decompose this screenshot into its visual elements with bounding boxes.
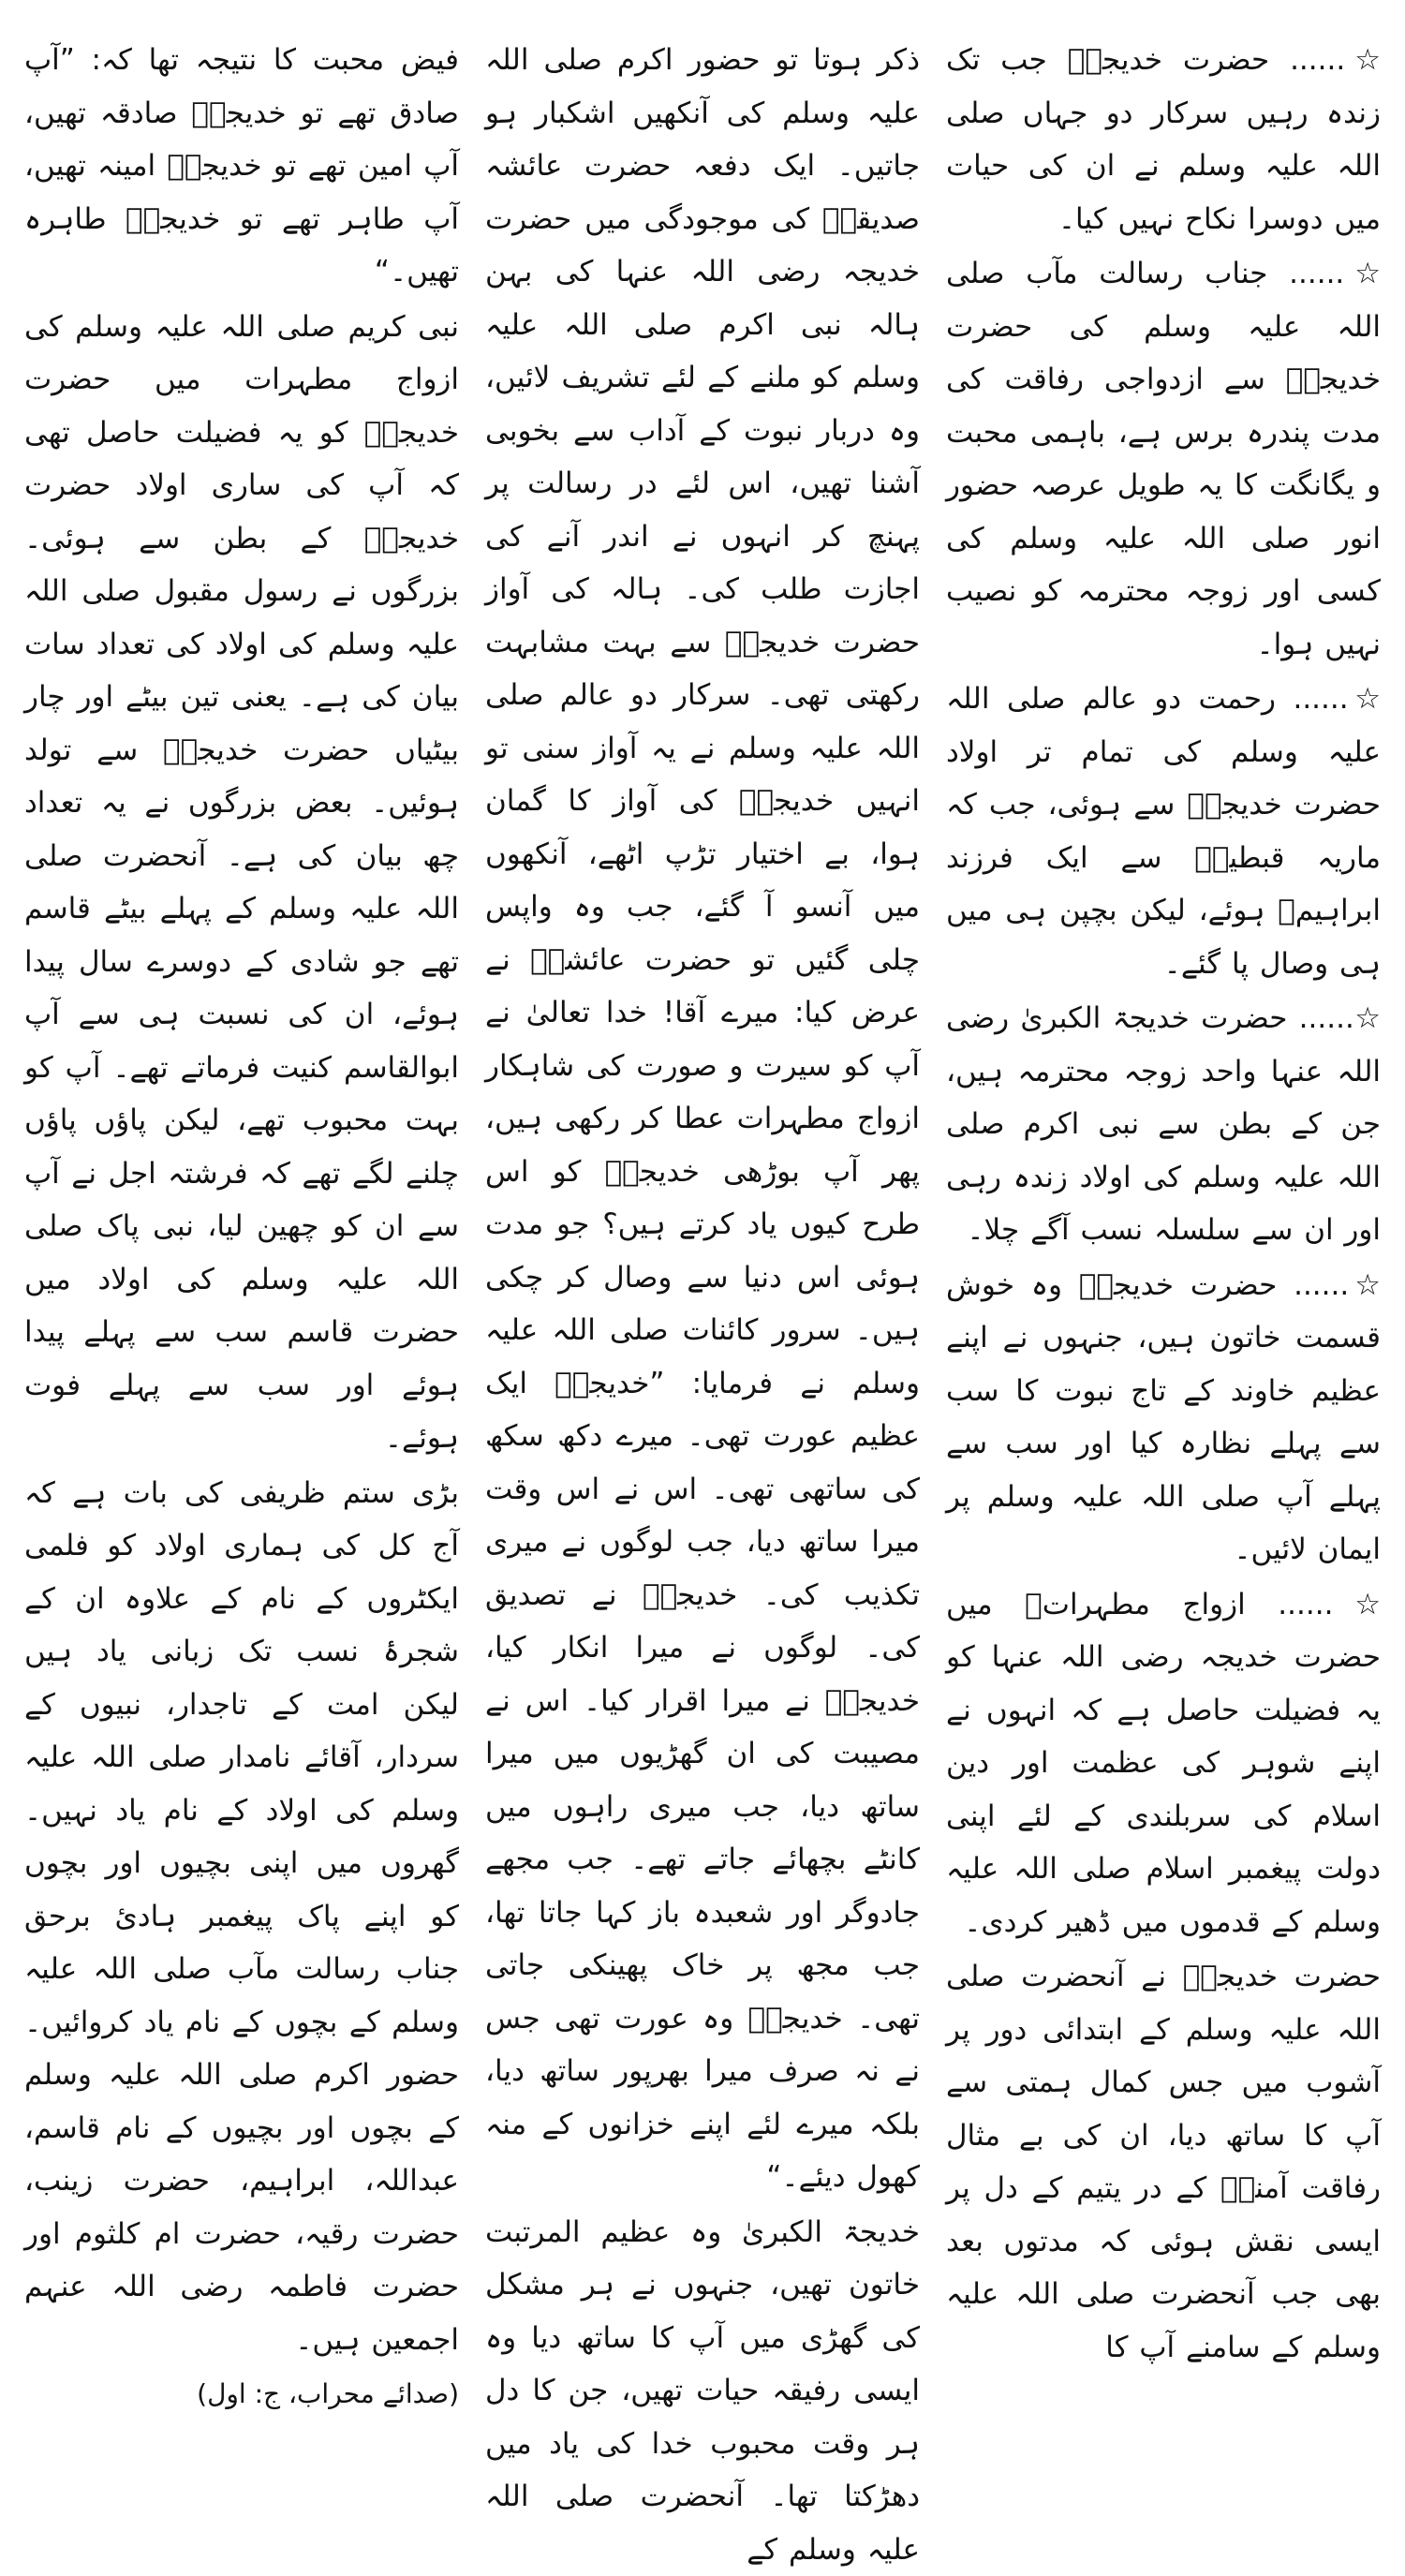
- paragraph: ☆...... حضرت خدیجۃ الکبریٰ رضی اللہ عنہا واحد زوجہ محترمہ ہیں، جن کے بطن سے نبی اکرم صلی اللہ علیہ وسلم کی اولاد زندہ رہی اور ان سے سلسلہ نسب آگے چلا۔: [946, 992, 1381, 1257]
- paragraph: ☆...... حضرت خدیجہؓ وہ خوش قسمت خاتون ہیں، جنہوں نے اپنے عظیم خاوند کے تاج نبوت کا سب سے پہلے نظارہ کیا اور سب سے پہلے آپ صلی اللہ علیہ وسلم پر ایمان لائیں۔: [946, 1259, 1381, 1577]
- paragraph: خدیجۃ الکبریٰ وہ عظیم المرتبت خاتون تھیں، جنہوں نے ہر مشکل کی گھڑی میں آپ کا ساتھ دیا وہ ایسی رفیقہ حیات تھیں، جن کا دل ہر وقت محبوب خدا کی یاد میں دھڑکتا تھا۔ آنحضرت صلی اللہ علیہ وسلم کے: [485, 2206, 920, 2576]
- paragraph: ☆...... ازواج مطہراتؓ میں حضرت خدیجہ رضی اللہ عنہا کو یہ فضیلت حاصل ہے کہ انہوں نے اپنے شوہر کی عظمت اور دین اسلام کی سربلندی کے لئے اپنی دولت پیغمبر اسلام صلی اللہ علیہ وسلم کے قدموں میں ڈھیر کردی۔: [946, 1578, 1381, 1949]
- paragraph: ☆...... رحمت دو عالم صلی اللہ علیہ وسلم کی تمام تر اولاد حضرت خدیجہؓ سے ہوئی، جب کہ ماریہ قبطیہؓ سے ایک فرزند ابراہیمؓ ہوئے، لیکن بچپن ہی میں ہی وصال پا گئے۔: [946, 673, 1381, 990]
- paragraph: فیض محبت کا نتیجہ تھا کہ: ”آپ صادق تھے تو خدیجہؓ صادقہ تھیں، آپ امین تھے تو خدیجہؓ امینہ تھیں، آپ طاہر تھے تو خدیجہؓ طاہرہ تھیں۔“: [24, 34, 459, 299]
- source-citation: (صدائے محراب، ج: اول): [24, 2372, 459, 2417]
- paragraph: ☆...... جناب رسالت مآب صلی اللہ علیہ وسلم کی حضرت خدیجہؓ سے ازدواجی رفاقت کی مدت پندرہ برس ہے، باہمی محبت و یگانگت کا یہ طویل عرصہ حضور انور صلی اللہ علیہ وسلم کی کسی اور زوجہ محترمہ کو نصیب نہیں ہوا۔: [946, 247, 1381, 671]
- column-middle: [485, 34, 920, 2023]
- column-right: [946, 34, 1381, 2023]
- paragraph: ☆...... حضرت خدیجہؓ جب تک زندہ رہیں سرکار دو جہاں صلی اللہ علیہ وسلم نے ان کی حیات میں دوسرا نکاح نہیں کیا۔: [946, 34, 1381, 245]
- column-left: [24, 34, 459, 2023]
- paragraph: حضرت خدیجہؓ نے آنحضرت صلی اللہ علیہ وسلم کے ابتدائی دور پر آشوب میں جس کمال ہمتی سے آپ کا ساتھ دیا، ان کی بے مثال رفاقت آمنہؓ کے در یتیم کے دل پر ایسی نقش ہوئی کہ مدتوں بعد بھی جب آنحضرت صلی اللہ علیہ وسلم کے سامنے آپ کا: [946, 1950, 1381, 2374]
- paragraph: بڑی ستم ظریفی کی بات ہے کہ آج کل کی ہماری اولاد کو فلمی ایکٹروں کے نام کے علاوہ ان کے شجرۂ نسب تک زبانی یاد ہیں لیکن امت کے تاجدار، نبیوں کے سردار، آقائے نامدار صلی اللہ علیہ وسلم کی اولاد کے نام یاد نہیں۔ گھروں میں اپنی بچیوں اور بچوں کو اپنے پاک پیغمبر ہادئ برحق جناب رسالت مآب صلی اللہ علیہ وسلم کے بچوں کے نام یاد کروائیں۔ حضور اکرم صلی اللہ علیہ وسلم کے بچوں اور بچیوں کے نام قاسم، عبداللہ، ابراہیم، حضرت زینب، حضرت رقیہ، حضرت ام کلثوم اور حضرت فاطمہ رضی اللہ عنہم اجمعین ہیں۔: [24, 1467, 459, 2367]
- paragraph: ذکر ہوتا تو حضور اکرم صلی اللہ علیہ وسلم کی آنکھیں اشکبار ہو جاتیں۔ ایک دفعہ حضرت عائشہ صدیقہؓ کی موجودگی میں حضرت خدیجہ رضی اللہ عنہا کی بہن ہالہ نبی اکرم صلی اللہ علیہ وسلم کو ملنے کے لئے تشریف لائیں، وہ دربار نبوت کے آداب سے بخوبی آشنا تھیں، اس لئے در رسالت پر پہنچ کر انہوں نے اندر آنے کی اجازت طلب کی۔ ہالہ کی آواز حضرت خدیجہؓ سے بہت مشابہت رکھتی تھی۔ سرکار دو عالم صلی اللہ علیہ وسلم نے یہ آواز سنی تو انہیں خدیجہؓ کی آواز کا گمان ہوا، بے اختیار تڑپ اٹھے، آنکھوں میں آنسو آ گئے، جب وہ واپس چلی گئیں تو حضرت عائشہؓ نے عرض کیا: میرے آقا! خدا تعالیٰ نے آپ کو سیرت و صورت کی شاہکار ازواج مطہرات عطا کر رکھی ہیں، پھر آپ بوڑھی خدیجہؓ کو اس طرح کیوں یاد کرتے ہیں؟ جو مدت ہوئی اس دنیا سے وصال کر چکی ہیں۔ سرور کائنات صلی اللہ علیہ وسلم نے فرمایا: ”خدیجہؓ ایک عظیم عورت تھی۔ میرے دکھ سکھ کی ساتھی تھی۔ اس نے اس وقت میرا ساتھ دیا، جب لوگوں نے میری تکذیب کی۔ خدیجہؓ نے تصدیق کی۔ لوگوں نے میرا انکار کیا، خدیجہؓ نے میرا اقرار کیا۔ اس نے مصیبت کی ان گھڑیوں میں میرا ساتھ دیا، جب میری راہوں میں کانٹے بچھائے جاتے تھے۔ جب مجھے جادوگر اور شعبدہ باز کہا جاتا تھا، جب مجھ پر خاک پھینکی جاتی تھی۔ خدیجہؓ وہ عورت تھی جس نے نہ صرف میرا بھرپور ساتھ دیا، بلکہ میرے لئے اپنے خزانوں کے منہ کھول دیئے۔“: [485, 34, 920, 2204]
- paragraph: نبی کریم صلی اللہ علیہ وسلم کی ازواج مطہرات میں حضرت خدیجہؓ کو یہ فضیلت حاصل تھی کہ آپ کی ساری اولاد حضرت خدیجہؓ کے بطن سے ہوئی۔ بزرگوں نے رسول مقبول صلی اللہ علیہ وسلم کی اولاد کی تعداد سات بیان کی ہے۔ یعنی تین بیٹے اور چار بیٹیاں حضرت خدیجہؓ سے تولد ہوئیں۔ بعض بزرگوں نے یہ تعداد چھ بیان کی ہے۔ آنحضرت صلی اللہ علیہ وسلم کے پہلے بیٹے قاسم تھے جو شادی کے دوسرے سال پیدا ہوئے، ان کی نسبت ہی سے آپ ابوالقاسم کنیت فرماتے تھے۔ آپ کو بہت محبوب تھے، لیکن پاؤں پاؤں چلنے لگے تھے کہ فرشتہ اجل نے آپ سے ان کو چھین لیا، نبی پاک صلی اللہ علیہ وسلم کی اولاد میں حضرت قاسم سب سے پہلے پیدا ہوئے اور سب سے پہلے فوت ہوئے۔: [24, 301, 459, 1465]
